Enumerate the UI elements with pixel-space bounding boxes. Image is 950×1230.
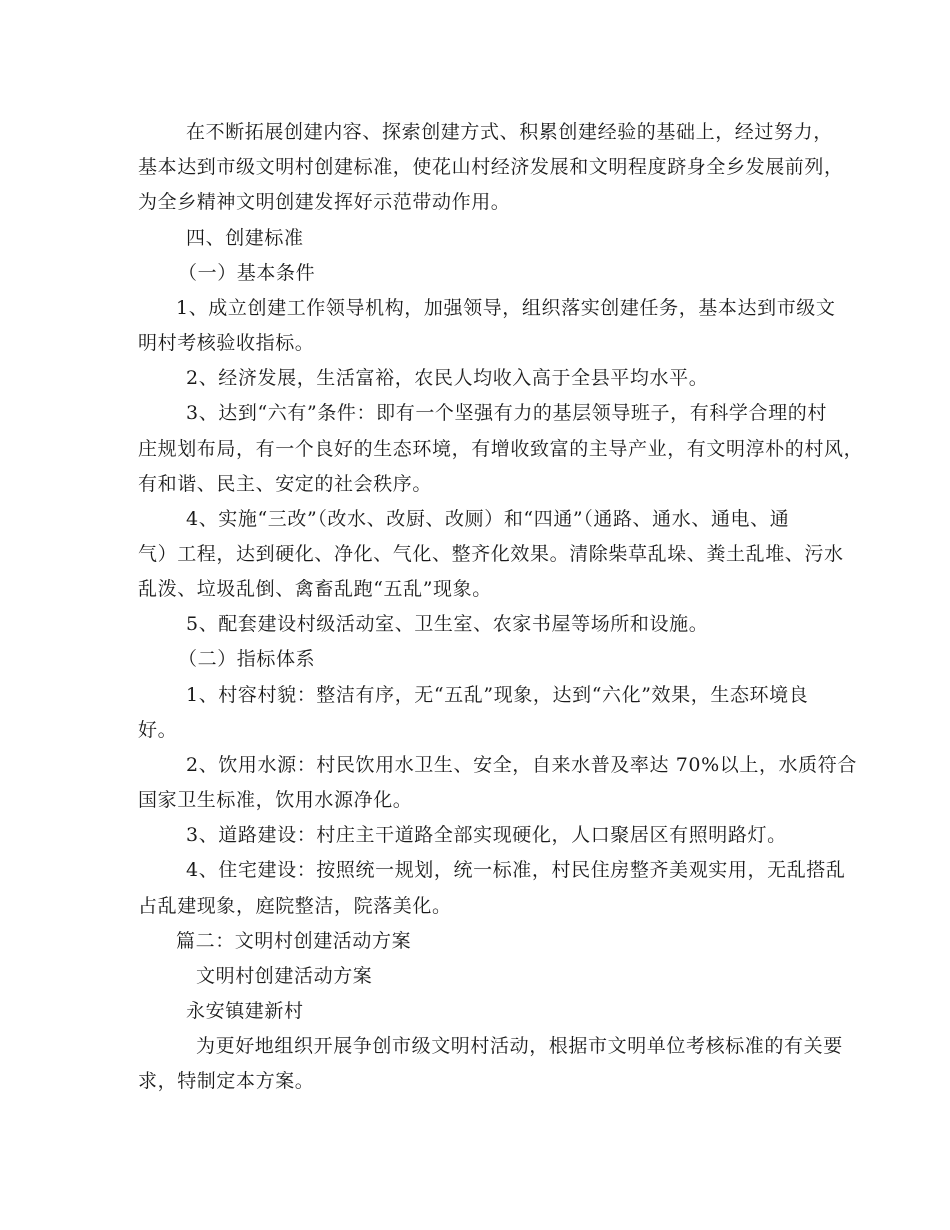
paragraph-line: 2、饮用水源：村民饮用水卫生、安全，自来水普及率达 70%以上，水质符合: [186, 754, 857, 776]
paragraph-line: 在不断拓展创建内容、探索创建方式、积累创建经验的基础上，经过努力，: [186, 121, 833, 143]
paragraph-line: 好。: [138, 719, 178, 741]
paragraph-line: 3、道路建设：村庄主干道路全部实现硬化，人口聚居区有照明路灯。: [186, 824, 787, 846]
paragraph-line: 3、达到“六有”条件：即有一个坚强有力的基层领导班子，有科学合理的村: [186, 402, 827, 424]
paragraph-line: 庄规划布局，有一个良好的生态环境，有增收致富的主导产业，有文明淳朴的村风，: [138, 438, 864, 460]
village-name: 永安镇建新村: [186, 1000, 304, 1022]
paragraph-line: 为全乡精神文明创建发挥好示范带动作用。: [138, 191, 511, 213]
paragraph-line: 乱泼、垃圾乱倒、禽畜乱跑“五乱”现象。: [138, 578, 492, 600]
paragraph-line: 明村考核验收指标。: [138, 332, 315, 354]
paragraph-line: 气）工程，达到硬化、净化、气化、整齐化效果。清除柴草乱垛、粪土乱堆、污水: [138, 543, 844, 565]
paragraph-line: 求，特制定本方案。: [138, 1070, 315, 1092]
subsection-heading: （一）基本条件: [178, 262, 316, 284]
chapter-heading: 篇二：文明村创建活动方案: [176, 930, 412, 952]
plan-title: 文明村创建活动方案: [196, 965, 373, 987]
section-heading: 四、创建标准: [186, 227, 304, 249]
paragraph-line: 占乱建现象，庭院整洁，院落美化。: [138, 895, 452, 917]
paragraph-line: 为更好地组织开展争创市级文明村活动，根据市文明单位考核标准的有关要: [196, 1035, 843, 1057]
paragraph-line: 有和谐、民主、安定的社会秩序。: [138, 473, 433, 495]
paragraph-line: 国家卫生标准，饮用水源净化。: [138, 789, 413, 811]
paragraph-line: 4、实施“三改”（改水、改厨、改厕）和“四通”（通路、通水、通电、通: [186, 508, 790, 530]
subsection-heading: （二）指标体系: [178, 648, 316, 670]
paragraph-line: 基本达到市级文明村创建标准，使花山村经济发展和文明程度跻身全乡发展前列，: [138, 156, 844, 178]
paragraph-line: 1、成立创建工作领导机构，加强领导，组织落实创建任务，基本达到市级文: [176, 297, 836, 319]
paragraph-line: 2、经济发展，生活富裕，农民人均收入高于全县平均水平。: [186, 367, 709, 389]
paragraph-line: 4、住宅建设：按照统一规划，统一标准，村民住房整齐美观实用，无乱搭乱: [186, 859, 846, 881]
paragraph-line: 1、村容村貌：整洁有序，无“五乱”现象，达到“六化”效果，生态环境良: [186, 684, 809, 706]
paragraph-line: 5、配套建设村级活动室、卫生室、农家书屋等场所和设施。: [186, 613, 709, 635]
